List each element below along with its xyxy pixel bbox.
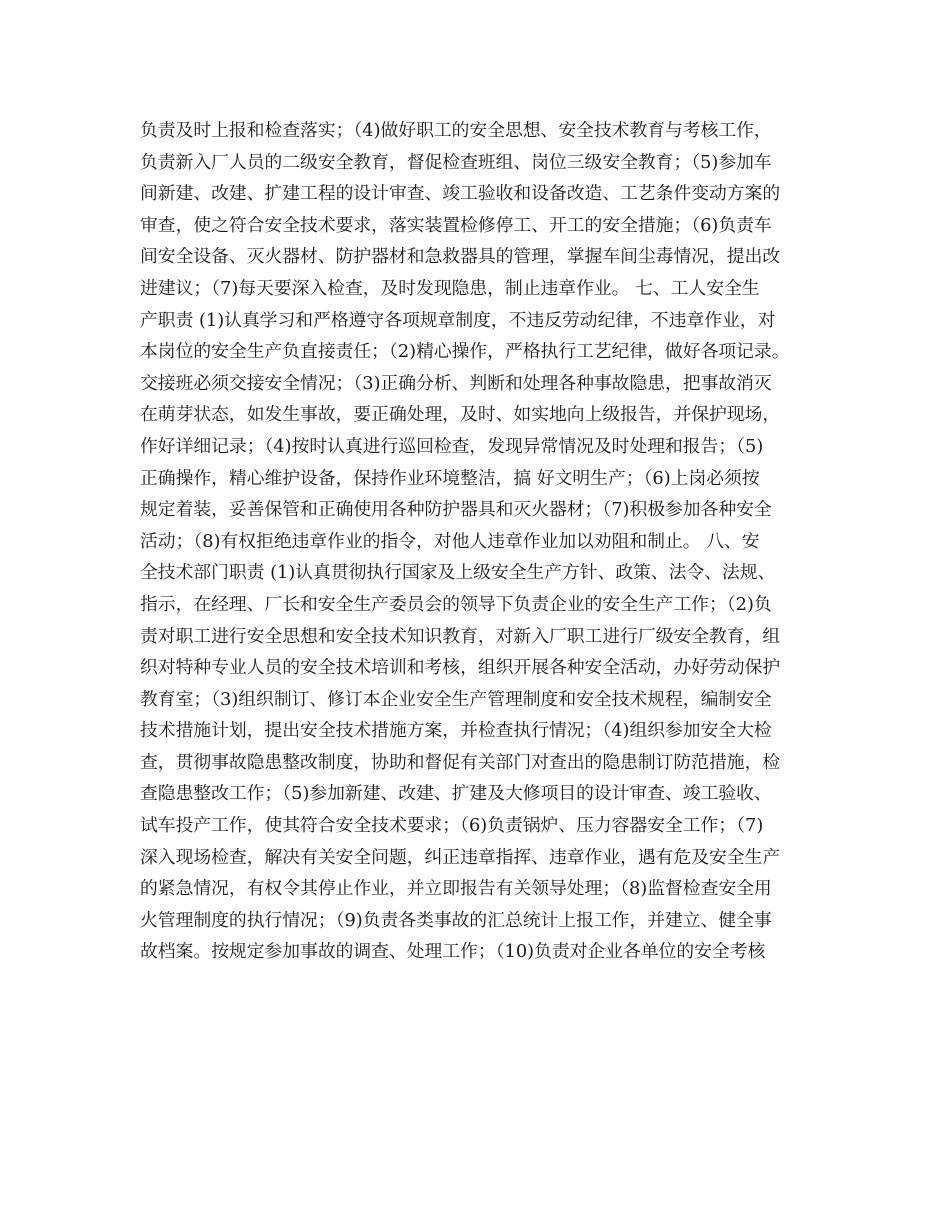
text-line: 进建议；（7)每天要深入检查，及时发现隐患，制止违章作业。 七、工人安全生 xyxy=(140,277,760,299)
text-line: 审查，使之符合安全技术要求，落实装置检修停工、开工的安全措施；（6)负责车 xyxy=(140,214,772,236)
text-line: 火管理制度的执行情况；（9)负责各类事故的汇总统计上报工作，并建立、健全事 xyxy=(140,909,772,931)
text-line: 交接班必须交接安全情况；（3)正确分析、判断和处理各种事故隐患，把事故消灭 xyxy=(140,372,772,394)
text-line: 负责新入厂人员的二级安全教育，督促检查班组、岗位三级安全教育；（5)参加车 xyxy=(140,151,772,173)
text-line: 技术措施计划，提出安全技术措施方案，并检查执行情况；（4)组织参加安全大检 xyxy=(140,720,772,742)
text-line: 查，贯彻事故隐患整改制度，协助和督促有关部门对查出的隐患制订防范措施，检 xyxy=(140,751,781,773)
text-line: 正确操作，精心维护设备，保持作业环境整洁，搞 好文明生产；（6)上岗必须按 xyxy=(140,467,760,489)
text-line: 的紧急情况，有权令其停止作业，并立即报告有关领导处理；（8)监督检查安全用 xyxy=(140,878,772,900)
text-line: 产职责 (1)认真学习和严格遵守各项规章制度，不违反劳动纪律，不违章作业，对 xyxy=(140,309,776,331)
text-line: 全技术部门职责 (1)认真贯彻执行国家及上级安全生产方针、政策、法令、法规、 xyxy=(140,562,776,584)
text-line: 教育室；（3)组织制订、修订本企业安全生产管理制度和安全技术规程，编制安全 xyxy=(140,688,772,710)
text-line: 试车投产工作，使其符合安全技术要求；（6)负责锅炉、压力容器安全工作；（7) xyxy=(140,815,764,837)
text-line: 本岗位的安全生产负直接责任；（2)精心操作，严格执行工艺纪律，做好各项记录。 xyxy=(140,341,790,363)
text-line: 作好详细记录；（4)按时认真进行巡回检查，发现异常情况及时处理和报告；（5) xyxy=(140,435,764,457)
text-line: 织对特种专业人员的安全技术培训和考核，组织开展各种安全活动，办好劳动保护 xyxy=(140,657,781,679)
text-line: 责对职工进行安全思想和安全技术知识教育，对新入厂职工进行厂级安全教育，组 xyxy=(140,625,781,647)
text-line: 指示，在经理、厂长和安全生产委员会的领导下负责企业的安全生产工作；（2)负 xyxy=(140,593,772,615)
text-line: 规定着装，妥善保管和正确使用各种防护器具和灭火器材；（7)积极参加各种安全 xyxy=(140,499,772,521)
text-line: 在萌芽状态，如发生事故，要正确处理，及时、如实地向上级报告，并保护现场， xyxy=(140,404,781,426)
text-line: 故档案。按规定参加事故的调查、处理工作；（10)负责对企业各单位的安全考核 xyxy=(140,941,766,963)
text-line: 间新建、改建、扩建工程的设计审查、竣工验收和设备改造、工艺条件变动方案的 xyxy=(140,183,781,205)
body-text xyxy=(140,115,820,968)
text-line: 负责及时上报和检查落实；（4)做好职工的安全思想、安全技术教育与考核工作， xyxy=(140,120,772,141)
text-line: 间安全设备、灭火器材、防护器材和急救器具的管理，掌握车间尘毒情况，提出改 xyxy=(140,246,781,268)
text-line: 深入现场检查，解决有关安全问题，纠正违章指挥、违章作业，遇有危及安全生产 xyxy=(140,846,781,868)
text-line: 查隐患整改工作；（5)参加新建、改建、扩建及大修项目的设计审查、竣工验收、 xyxy=(140,783,772,805)
text-line: 活动；（8)有权拒绝违章作业的指令，对他人违章作业加以劝阻和制止。 八、安 xyxy=(140,530,760,552)
